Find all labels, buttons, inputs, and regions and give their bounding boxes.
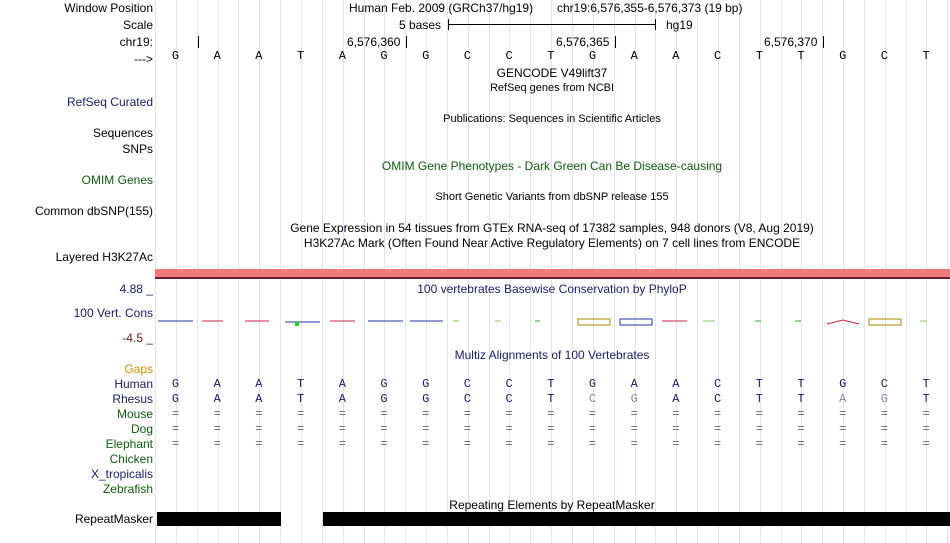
base-1: G [171,392,180,406]
base-13: A [672,377,680,391]
base-15: = [755,407,763,421]
base-6: G [380,377,388,391]
gtex-track-title: Gene Expression in 54 tissues from GTEx RNA-seq of 17382 samples, 948 donors (V8, Aug 2019) [290,221,814,235]
label-rhesus[interactable]: Rhesus [112,392,153,406]
multiz-track-title: Multiz Alignments of 100 Vertebrates [454,348,650,362]
base-9: C [505,377,513,391]
label-omim-genes[interactable]: OMIM Genes [81,173,153,187]
label-snps[interactable]: SNPs [122,142,153,156]
base-5: A [338,377,346,391]
base-10: = [547,407,555,421]
base-4: T [296,392,305,406]
base-18: C [880,49,888,63]
base-13: = [672,437,680,451]
base-19: = [922,407,930,421]
base-19: T [922,392,930,406]
dog-alignment-row[interactable] [155,422,950,436]
gencode-title[interactable]: GENCODE V49lift37 [496,66,608,80]
label-sequences[interactable]: Sequences [92,126,153,140]
base-3: A [255,49,263,63]
reference-sequence[interactable] [155,49,950,63]
base-14: = [713,407,722,421]
base-5: A [338,49,346,63]
base-8: = [463,437,471,451]
refseq-track-title: RefSeq genes from NCBI [489,82,615,94]
base-7: G [422,49,430,63]
base-5: A [338,392,346,406]
base-5: = [338,422,346,436]
repeat-element-block[interactable] [157,512,281,526]
label-strand[interactable]: ---> [134,52,153,66]
base-7: G [422,392,430,406]
base-9: = [505,407,513,421]
base-9: C [505,49,513,63]
position-readout: chr19:6,576,355-6,576,373 (19 bp) [557,1,743,15]
base-6: G [380,392,388,406]
label-dog[interactable]: Dog [130,422,153,436]
base-2: = [213,422,221,436]
base-8: = [463,407,471,421]
rhesus-alignment-row[interactable] [155,392,950,406]
base-1: = [171,437,180,451]
base-12: A [630,49,638,63]
base-8: = [463,422,471,436]
base-16: T [797,377,805,391]
label-human[interactable]: Human [114,377,153,391]
publications-title: Publications: Sequences in Scientific Articles [443,113,661,125]
base-18: = [880,437,888,451]
base-11: G [588,377,597,391]
base-3: A [255,392,263,406]
base-5: = [338,407,346,421]
repeat-element-block[interactable] [323,512,950,526]
base-14: = [713,422,722,436]
label-cons-min: -4.5 _ [122,331,153,345]
h3k27ac-signal-baseline [155,277,950,279]
base-15: T [755,392,763,406]
base-1: G [171,377,180,391]
base-8: C [463,377,471,391]
base-14: C [713,377,722,391]
base-9: C [505,392,513,406]
ruler-tick-label: 6,576,365 [556,35,610,49]
scale-text: 5 bases [399,18,442,32]
base-17: G [839,49,847,63]
base-15: T [755,377,763,391]
base-19: T [922,377,930,391]
base-6: = [380,437,388,451]
elephant-alignment-row[interactable] [155,437,950,451]
base-6: G [380,49,388,63]
base-16: = [797,437,805,451]
base-9: = [505,422,513,436]
base-12: G [630,392,638,406]
base-4: = [296,407,305,421]
ruler-tick [198,36,199,48]
base-8: C [463,49,471,63]
base-4: T [296,377,305,391]
base-14: C [713,392,722,406]
assembly-title: Human Feb. 2009 (GRCh37/hg19) [349,1,534,15]
base-10: = [547,437,555,451]
base-4: = [296,422,305,436]
base-4: T [296,49,305,63]
label-zebrafish[interactable]: Zebrafish [102,482,153,496]
label-gaps[interactable]: Gaps [124,362,153,376]
mouse-alignment-row[interactable] [155,407,950,421]
base-19: = [922,422,930,436]
base-11: = [588,407,597,421]
base-10: T [547,377,555,391]
base-3: = [255,422,263,436]
label-mouse[interactable]: Mouse [116,407,153,421]
base-3: = [255,407,263,421]
label-layered-h3k27ac[interactable]: Layered H3K27Ac [55,250,153,264]
base-11: = [588,422,597,436]
base-7: G [422,377,430,391]
base-13: = [672,407,680,421]
label-scale: Scale [122,18,153,32]
ruler-tick-label: 6,576,370 [764,35,818,49]
base-15: = [755,422,763,436]
label-100-vert-cons[interactable]: 100 Vert. Cons [73,306,153,320]
scale-db: hg19 [666,18,693,32]
base-18: = [880,407,888,421]
h3k27ac-track-title: H3K27Ac Mark (Often Found Near Active Regulatory Elements) on 7 cell lines from ENCODE [303,236,801,250]
base-1: = [171,422,180,436]
base-8: C [463,392,471,406]
base-19: = [922,437,930,451]
base-2: A [213,392,221,406]
base-13: A [672,392,680,406]
ruler-tick [615,36,616,48]
base-7: = [422,422,430,436]
base-15: T [755,49,763,63]
base-17: A [839,392,847,406]
label-refseq-curated[interactable]: RefSeq Curated [66,95,153,109]
base-13: A [672,49,680,63]
label-window-position: Window Position [64,1,153,15]
base-17: = [839,407,847,421]
base-3: = [255,437,263,451]
label-chrom: chr19: [119,35,153,49]
base-12: = [630,407,638,421]
base-2: = [213,437,221,451]
base-17: G [839,377,847,391]
base-14: C [713,49,722,63]
base-2: A [213,49,221,63]
base-18: = [880,422,888,436]
ruler-tick-label: 6,576,360 [347,35,401,49]
base-1: G [171,49,180,63]
base-6: = [380,422,388,436]
base-12: = [630,422,638,436]
repeatmasker-track-title: Repeating Elements by RepeatMasker [449,498,655,512]
base-5: = [338,437,346,451]
base-9: = [505,437,513,451]
base-2: = [213,407,221,421]
base-10: T [547,49,555,63]
scale-bar [448,17,656,31]
base-7: = [422,407,430,421]
base-17: = [839,422,847,436]
base-3: A [255,377,263,391]
base-13: = [672,422,680,436]
base-11: = [588,437,597,451]
base-14: = [713,437,722,451]
ruler-tick [406,36,407,48]
base-16: = [797,407,805,421]
base-19: T [922,49,930,63]
base-16: T [797,49,805,63]
omim-track-title: OMIM Gene Phenotypes - Dark Green Can Be Disease-causing [381,159,723,173]
base-17: = [839,437,847,451]
base-18: C [880,377,888,391]
h3k27ac-signal-band[interactable] [155,269,950,277]
base-10: T [547,392,555,406]
base-11: C [588,392,597,406]
base-10: = [547,422,555,436]
base-1: = [171,407,180,421]
base-11: G [588,49,597,63]
human-alignment-row[interactable] [155,377,950,391]
base-6: = [380,407,388,421]
base-16: T [797,392,805,406]
base-18: G [880,392,888,406]
label-x-tropicalis[interactable]: X_tropicalis [90,467,153,481]
phylop-conservation-plot[interactable] [155,314,950,330]
base-12: = [630,437,638,451]
label-cons-max: 4.88 _ [119,282,153,296]
dbsnp-track-title: Short Genetic Variants from dbSNP release 155 [435,191,669,203]
base-12: A [630,377,638,391]
label-chicken[interactable]: Chicken [109,452,153,466]
base-2: A [213,377,221,391]
ruler-tick [823,36,824,48]
base-16: = [797,422,805,436]
phylop-track-title: 100 vertebrates Basewise Conservation by PhyloP [417,282,687,296]
label-elephant[interactable]: Elephant [105,437,153,451]
label-common-dbsnp[interactable]: Common dbSNP(155) [34,204,153,218]
base-7: = [422,437,430,451]
base-4: = [296,437,305,451]
base-15: = [755,437,763,451]
label-repeatmasker[interactable]: RepeatMasker [74,512,153,526]
